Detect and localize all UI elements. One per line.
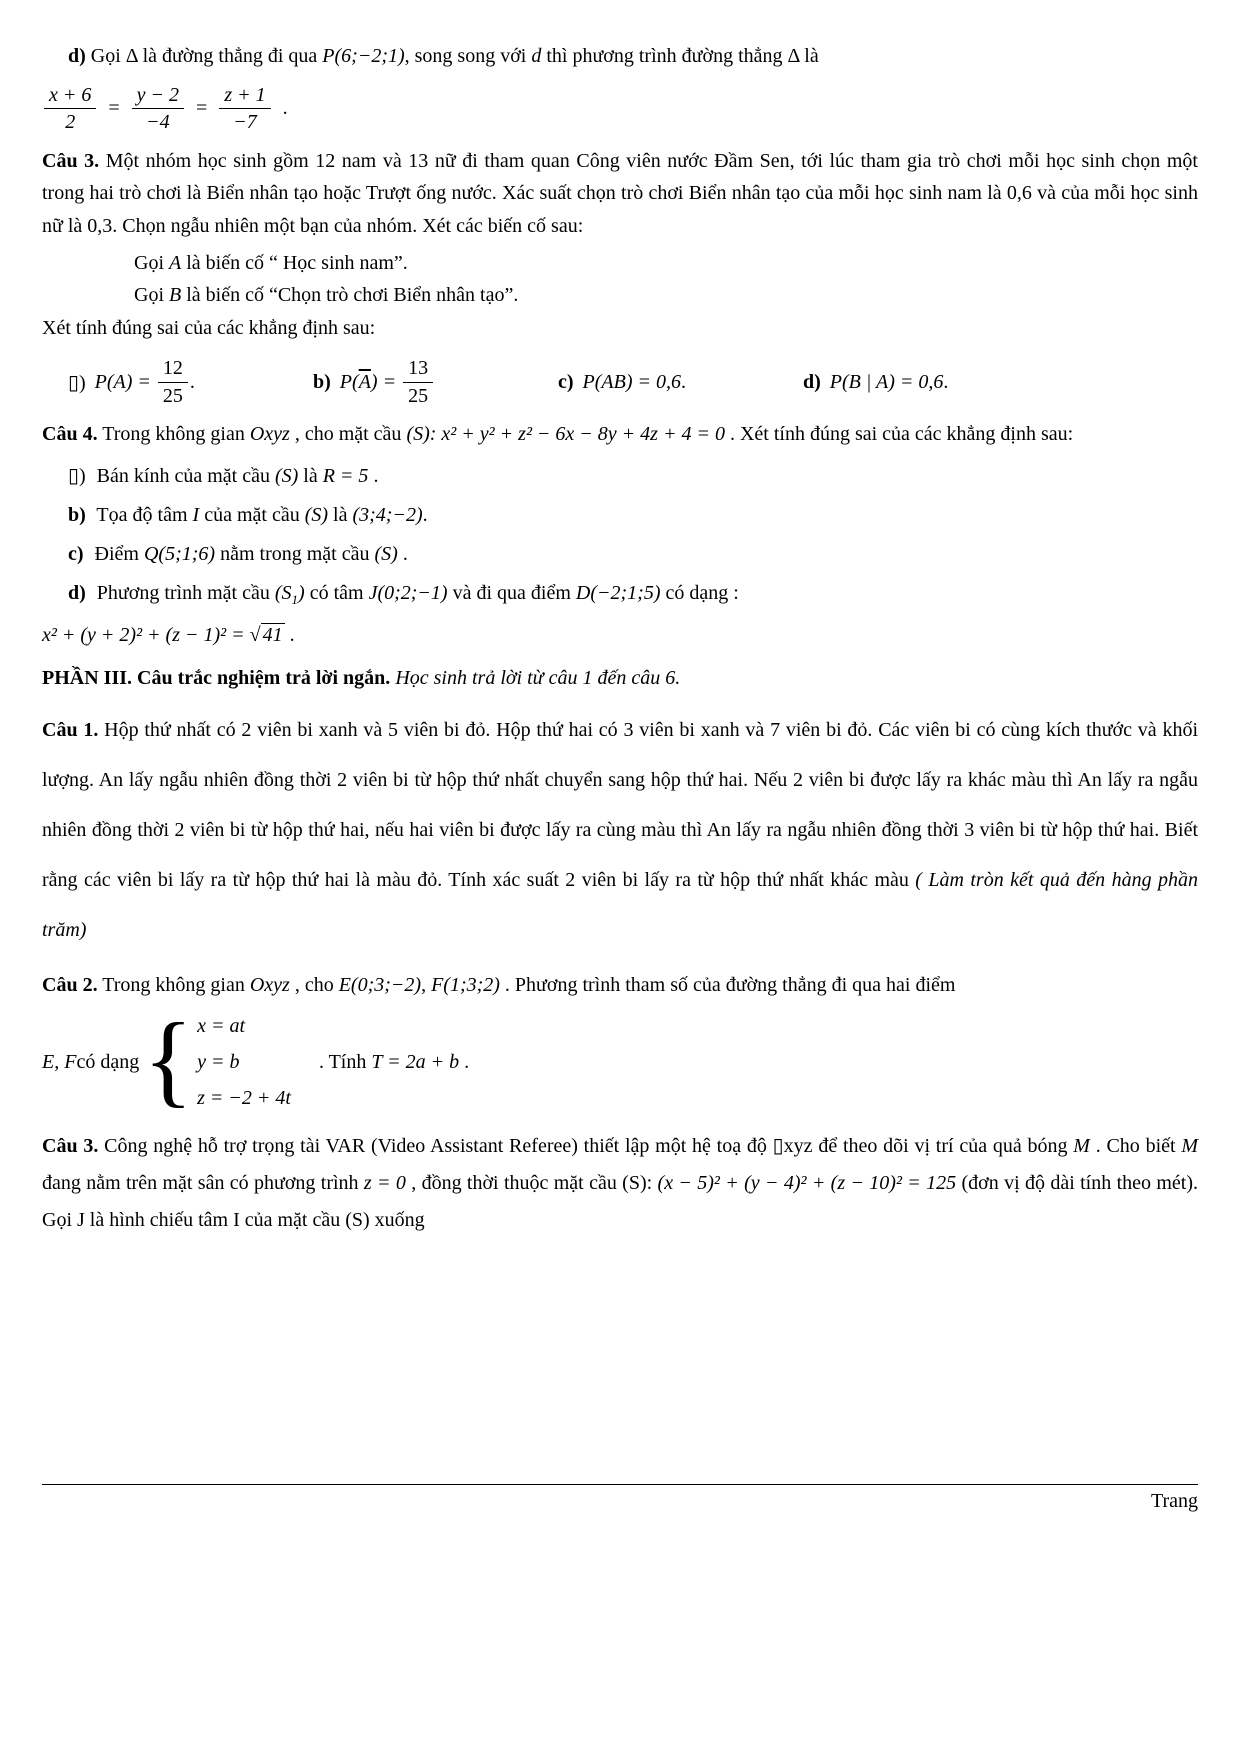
fraction-x [42,83,98,135]
parametric-system [143,1002,291,1118]
fraction-denominator: 25 [162,384,183,407]
probability-a-bar-close: ) = [370,370,397,393]
statement-c [42,539,1198,569]
statement-a-label: ▯) [68,464,86,487]
point-f: F(1;3;2) [431,974,500,997]
part-3-heading [42,661,1198,695]
ball-m: M [1073,1135,1090,1158]
statement-d-label: d) [803,370,821,393]
radius-value: R = 5 [322,464,369,487]
statement-a [42,461,1198,491]
question-1-text [42,705,1198,955]
period: . [422,503,428,526]
statement-d-label: d) [68,581,86,604]
question-3-label: Câu 3. [42,149,100,172]
sphere-s: (S) [274,464,299,487]
text-run: đang nằm trên mặt sân có phương trình [42,1172,364,1195]
period: . [681,370,687,393]
fraction-numerator: y − 2 [132,83,184,109]
text-run: Trong không gian [97,974,250,997]
question-3-statements-row [42,356,1198,408]
page-footer [42,1484,1198,1513]
event-a-definition [42,247,1198,279]
text-run: và đi qua điểm [447,581,576,604]
text-run: , cho [289,974,339,997]
text-run: có tâm [304,581,369,604]
system-equations [193,1008,291,1116]
statement-d [42,578,1198,610]
statement-d [803,371,1048,394]
text-run: Tọa độ tâm [91,503,193,526]
probability-a: P(A) = [94,370,151,393]
period: . [282,97,288,120]
period: . [189,370,195,393]
text-run: , [421,974,432,997]
sphere-equation: (x − 5)² + (y − 4)² + (z − 10)² = 125 [657,1172,957,1195]
text-run: Gọi [134,284,169,307]
system-equation-x: x = at [197,1015,246,1038]
period: . [459,1050,470,1073]
sphere-equation: (S): x² + y² + z² − 6x − 8y + 4z + 4 = 0 [406,422,725,445]
text-run: có dạng : [660,581,739,604]
question-3-var-text [42,1128,1198,1239]
text-run: . Tính [318,1050,372,1073]
question-3-text: Một nhóm học sinh gồm 12 nam và 13 nữ đi tham quan Công viên nước Đầm Sen, tới lúc tham gia trò chơi mỗi học sinh chọn một trong hai trò chơi là Biển nhân tạo hoặc Trượt ống nước. Xác suất chọn trò chơi Biển nhân tạo của mỗi học sinh nam là 0,6 và của mỗi học sinh nữ là 0,3. Chọn ngẫu nhiên một bạn của nhóm. Xét các biến cố sau: [42,149,1198,238]
sphere-s1-index: 1 [291,591,299,607]
question-2-system-row [42,1002,1198,1118]
period: . [284,624,295,647]
sphere-s: (S) [304,503,329,526]
equation-left-side: x² + (y + 2)² + (z − 1)² = [42,624,250,647]
statement-a [68,356,313,408]
question-1-body: Hộp thứ nhất có 2 viên bi xanh và 5 viên bi đỏ. Hộp thứ hai có 3 viên bi xanh và 7 viên bi đỏ. Các viên bi có cùng kích thước và khối lượng. An lấy ngẫu nhiên đồng thời 2 viên bi từ hộp thứ nhất chuyển sang hộp thứ hai. Nếu 2 viên bi được lấy ra khác màu thì An lấy ra ngẫu nhiên đồng thời 2 viên bi từ hộp thứ hai, nếu hai viên bi được lấy ra cùng màu thì An lấy ra ngẫu nhiên đồng thời 3 viên bi từ hộp thứ hai. Biết rằng các viên bi lấy ra từ hộp thứ hai là màu đỏ. Tính xác suất 2 viên bi lấy ra từ hộp thứ nhất khác màu [42,719,1198,892]
delta-symbol: Δ [787,45,800,67]
plane-equation: z = 0 [363,1172,406,1195]
question-3-var-label: Câu 3. [42,1135,99,1158]
fraction-denominator: −7 [233,111,257,134]
probability-a-bar-open: P( [339,370,359,393]
statement-b [42,500,1198,530]
statement-a-label: ▯) [68,371,86,394]
fraction-numerator: z + 1 [219,83,270,109]
question-4-intro [42,416,1198,452]
period: . [397,542,408,565]
fraction-numerator: x + 6 [44,83,96,109]
point-e: E(0;3;−2) [338,974,422,997]
center-i: I [192,503,200,526]
text-run: Phương trình mặt cầu [91,581,275,604]
text-run: là biến cố “ Học sinh nam”. [181,251,408,274]
text-run: Trong không gian [97,422,250,445]
question-3-intro [42,145,1198,243]
event-b-symbol: B [169,284,182,307]
page-footer-label: Trang [1150,1490,1198,1512]
fraction-z [217,83,272,135]
sphere-s1-open: (S [274,581,292,604]
statement-b-label: b) [313,370,331,393]
fraction-denominator: −4 [146,111,170,134]
text-run: là biến cố “Chọn trò chơi Biển nhân tạo”. [181,284,519,307]
center-coordinates: (3;4;−2) [352,503,423,526]
event-b-definition [42,279,1198,311]
item-d-statement [42,40,1198,73]
statement-b-label: b) [68,503,86,526]
system-equation-y: y = b [197,1051,240,1074]
text-run: là [298,464,323,487]
sphere-s: (S) [374,542,398,565]
radicand: 41 [262,624,283,647]
event-a-symbol: A [169,251,182,274]
delta-symbol: Δ [125,45,138,67]
equals-sign: = [196,97,208,120]
text-run: (đơn vị độ dài tính theo mét). Gọi J là hình chiếu tâm I của mặt cầu (S) xuống [42,1172,1199,1232]
a-bar: $\overline{A}$ [358,370,371,393]
line-d: d [531,45,542,67]
radical-sign: √ [249,624,261,647]
part-3-subtitle: Học sinh trả lời từ câu 1 đến câu 6. [390,667,681,690]
square-root [250,623,285,646]
oxyz-space: Oxyz [249,422,290,445]
fraction-denominator: 2 [65,111,76,134]
text-run: xyz để theo dõi vị trí của quả bóng [783,1135,1074,1158]
ball-m: M [1181,1135,1198,1158]
text-run: , song song với [404,45,532,67]
fraction-numerator: 12 [158,356,188,382]
left-brace: { [143,1002,194,1118]
sphere-s1-close: ) [298,581,305,604]
point-d: D(−2;1;5) [575,581,661,604]
text-run: , đồng thời thuộc mặt cầu (S): [405,1172,658,1195]
point-q: Q(5;1;6) [143,542,216,565]
fraction-13-25 [401,356,435,408]
text-run: . Phương trình tham số của đường thẳng đi qua hai điểm [499,974,956,997]
line-canonical-equation [42,83,1198,135]
text-run: . Xét tính đúng sai của các khẳng định sau: [724,422,1074,445]
text-run: Bán kính của mặt cầu [91,464,275,487]
statement-b [313,356,558,408]
probability-b-given-a: P(B | A) = 0,6 [829,370,944,393]
text-run: là [328,503,353,526]
missing-glyph-box: ▯ [772,1135,784,1158]
points-ef: E, F [42,1050,77,1073]
statement-c [558,371,803,394]
check-true-false-prompt: Xét tính đúng sai của các khẳng định sau: [42,316,376,339]
text-run: , cho mặt cầu [289,422,407,445]
part-3-title: PHẦN III. Câu trắc nghiệm trả lời ngắn. [42,667,391,690]
text-run: là đường thẳng đi qua [137,45,323,67]
center-j: J(0;2;−1) [368,581,448,604]
text-run: nằm trong mặt cầu [215,542,375,565]
question-4-label: Câu 4. [42,422,98,445]
fraction-y [130,83,186,135]
fraction-12-25 [156,356,190,408]
question-1-label: Câu 1. [42,719,99,742]
system-equation-z: z = −2 + 4t [197,1087,291,1110]
statement-c-label: c) [68,542,84,565]
text-run: là [799,45,819,67]
period: . [943,370,949,393]
oxyz-space: Oxyz [249,974,290,997]
text-run: Điểm [89,542,144,565]
text-run: . Cho biết [1089,1135,1182,1158]
text-run: thì phương trình đường thẳng [541,45,788,67]
fraction-denominator: 25 [408,384,429,407]
rounding-note: ( Làm tròn kết quả đến hàng phần trăm) [42,869,1198,942]
point-p: P(6;−2;1) [322,45,405,67]
text-run: Gọi [134,251,169,274]
compute-t-prompt [319,1051,469,1074]
equals-sign: = [108,97,120,120]
sphere-s1-equation [42,619,1198,651]
text-run: Công nghệ hỗ trợ trọng tài VAR (Video Assistant Referee) thiết lập một hệ toạ độ [98,1135,773,1158]
text-run: của mặt cầu [199,503,305,526]
t-expression: T = 2a + b [371,1050,460,1073]
statement-c-label: c) [558,370,574,393]
period: . [368,464,379,487]
probability-ab: P(AB) = 0,6 [582,370,682,393]
item-d-label: d) [68,45,86,67]
question-2-label: Câu 2. [42,974,98,997]
text-run: có dạng [76,1050,140,1073]
fraction-numerator: 13 [403,356,433,382]
question-2-intro [42,967,1198,1004]
text-run: Gọi [85,45,126,67]
